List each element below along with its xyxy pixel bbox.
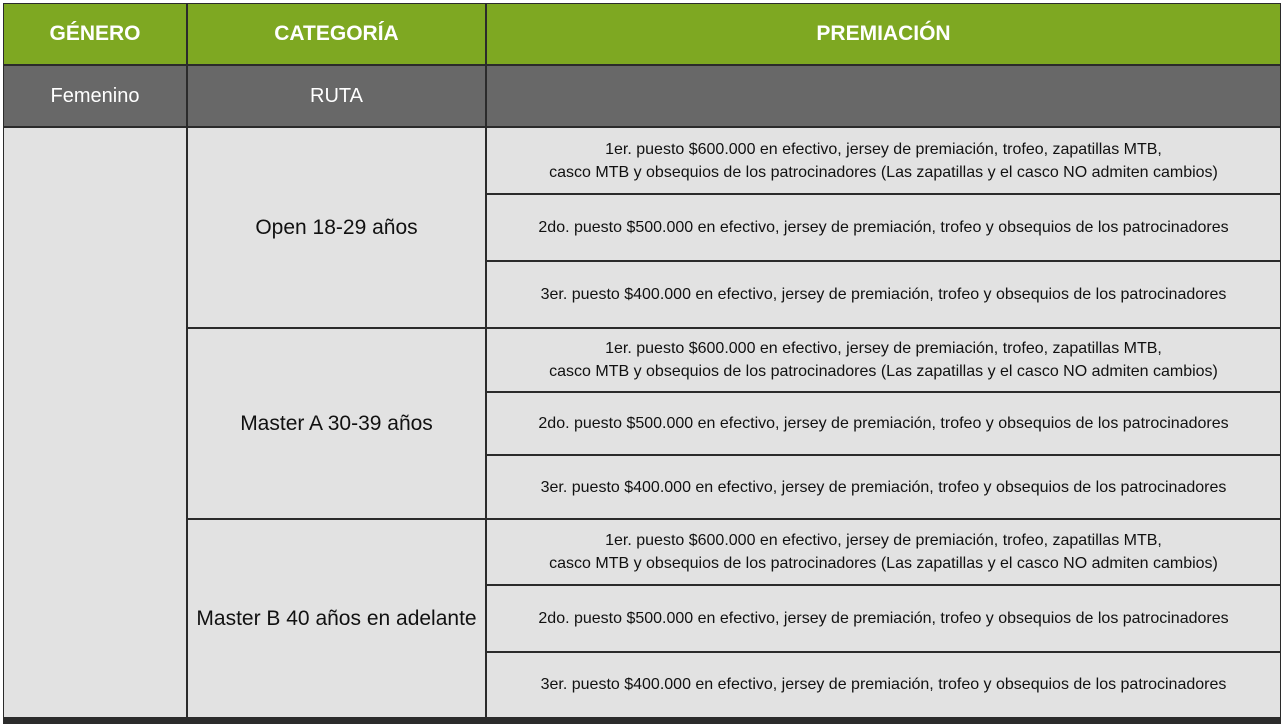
prize-first <box>487 329 1280 391</box>
prize-line: 1er. puesto $600.000 en efectivo, jersey de premiación, trofeo, zapatillas MTB, <box>605 339 1162 357</box>
category-name-line: Master A 30-39 años <box>240 411 433 435</box>
prize-line: 3er. puesto $400.000 en efectivo, jersey de premiación, trofeo y obsequios de los patrocinadores <box>540 676 1227 694</box>
prize-third <box>487 653 1280 717</box>
header-genero: GÉNERO <box>4 4 186 64</box>
prize-list <box>487 128 1280 327</box>
prize-third <box>487 262 1280 327</box>
prize-line: 1er. puesto $600.000 en efectivo, jersey de premiación, trofeo, zapatillas MTB, <box>605 532 1162 550</box>
subheader-premiacion <box>487 66 1280 126</box>
prize-second <box>487 195 1280 260</box>
gender-column-body <box>4 128 186 717</box>
prize-line: 3er. puesto $400.000 en efectivo, jersey de premiación, trofeo y obsequios de los patrocinadores <box>540 478 1227 496</box>
prize-second <box>487 586 1280 650</box>
header-categoria: CATEGORÍA <box>188 4 485 64</box>
prize-line: 2do. puesto $500.000 en efectivo, jersey de premiación, trofeo y obsequios de los patrocinadores <box>538 609 1229 627</box>
prize-line: 1er. puesto $600.000 en efectivo, jersey de premiación, trofeo, zapatillas MTB, <box>605 140 1162 158</box>
category-name <box>188 520 485 717</box>
prize-list <box>487 329 1280 518</box>
category-name-line: Master B 40 años <box>196 606 361 630</box>
prize-line: casco MTB y obsequios de los patrocinadores (Las zapatillas y el casco NO admiten cambios) <box>549 362 1218 380</box>
header-premiacion: PREMIACIÓN <box>487 4 1280 64</box>
awards-table <box>3 3 1281 724</box>
category-name <box>188 128 485 327</box>
prize-line: casco MTB y obsequios de los patrocinadores (Las zapatillas y el casco NO admiten cambios) <box>549 163 1218 181</box>
prize-first <box>487 520 1280 584</box>
category-name <box>188 329 485 518</box>
prize-line: 3er. puesto $400.000 en efectivo, jersey de premiación, trofeo y obsequios de los patrocinadores <box>540 286 1227 303</box>
prize-third <box>487 456 1280 518</box>
prize-first <box>487 128 1280 193</box>
category-name-line: en adelante <box>366 606 477 630</box>
prize-line: casco MTB y obsequios de los patrocinadores (Las zapatillas y el casco NO admiten cambios) <box>549 555 1218 573</box>
category-name-line: Open 18-29 años <box>255 215 418 239</box>
prize-line: 2do. puesto $500.000 en efectivo, jersey de premiación, trofeo y obsequios de los patrocinadores <box>538 219 1229 236</box>
prize-line: 2do. puesto $500.000 en efectivo, jersey de premiación, trofeo y obsequios de los patrocinadores <box>538 414 1229 432</box>
prize-list <box>487 520 1280 717</box>
subheader-genero: Femenino <box>4 66 186 126</box>
prize-second <box>487 393 1280 455</box>
subheader-categoria: RUTA <box>188 66 485 126</box>
